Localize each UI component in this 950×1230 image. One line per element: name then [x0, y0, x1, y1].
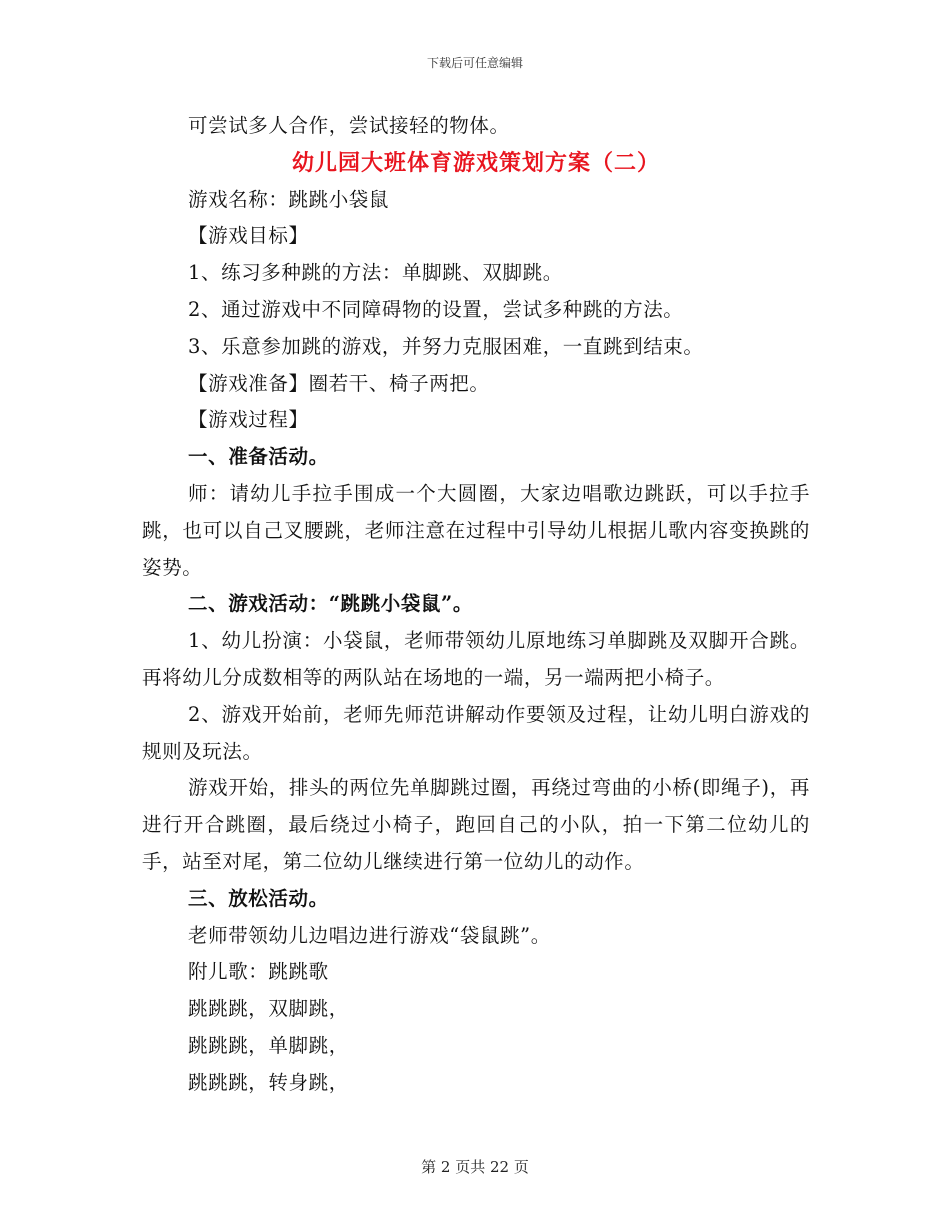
- section2-paragraph-3: 游戏开始，排头的两位先单脚跳过圈，再绕过弯曲的小桥(即绳子)，再进行开合跳圈，最后绕过小椅子，跑回自己的小队，拍一下第二位幼儿的手，站至对尾，第二位幼儿继续进行第一位幼儿的动作。: [142, 776, 810, 873]
- section2-paragraph-1: 1、幼儿扮演：小袋鼠，老师带领幼儿原地练习单脚跳及双脚开合跳。再将幼儿分成数相等的两队站在场地的一端，另一端两把小椅子。: [142, 629, 810, 689]
- process-heading: 【游戏过程】: [188, 408, 309, 432]
- song-line-2: 跳跳跳，单脚跳，: [188, 1033, 349, 1057]
- section3-heading: 三、放松活动。: [188, 886, 329, 910]
- game-name: 游戏名称：跳跳小袋鼠: [188, 187, 390, 211]
- song-title: 附儿歌：跳跳歌: [188, 960, 329, 984]
- page-footer: 第 2 页共 22 页: [421, 1158, 529, 1176]
- goal-heading: 【游戏目标】: [188, 224, 309, 248]
- goal-item-1: 1、练习多种跳的方法：单脚跳、双脚跳。: [188, 261, 563, 285]
- section3-text: 老师带领幼儿边唱边进行游戏“袋鼠跳”。: [188, 923, 551, 947]
- page-header: 下载后可任意编辑: [426, 56, 523, 70]
- intro-line: 可尝试多人合作，尝试接轻的物体。: [188, 114, 510, 137]
- goal-item-3: 3、乐意参加跳的游戏，并努力克服困难，一直跳到结束。: [188, 334, 704, 358]
- document-body: [142, 108, 810, 1102]
- song-line-3: 跳跳跳，转身跳，: [188, 1070, 349, 1094]
- goal-item-2: 2、通过游戏中不同障碍物的设置，尝试多种跳的方法。: [188, 297, 684, 321]
- doc-title: 幼儿园大班体育游戏策划方案（二）: [291, 149, 660, 176]
- section1-heading: 一、准备活动。: [188, 445, 329, 469]
- prep-line: 【游戏准备】圈若干、椅子两把。: [188, 371, 490, 395]
- song-line-1: 跳跳跳，双脚跳，: [188, 997, 349, 1021]
- section2-paragraph-2: 2、游戏开始前，老师先师范讲解动作要领及过程，让幼儿明白游戏的规则及玩法。: [142, 702, 810, 763]
- section1-paragraph: 师：请幼儿手拉手围成一个大圆圈，大家边唱歌边跳跃，可以手拉手跳，也可以自己叉腰跳，老师注意在过程中引导幼儿根据儿歌内容变换跳的姿势。: [142, 481, 810, 579]
- section2-heading: 二、游戏活动：“跳跳小袋鼠”。: [188, 592, 473, 616]
